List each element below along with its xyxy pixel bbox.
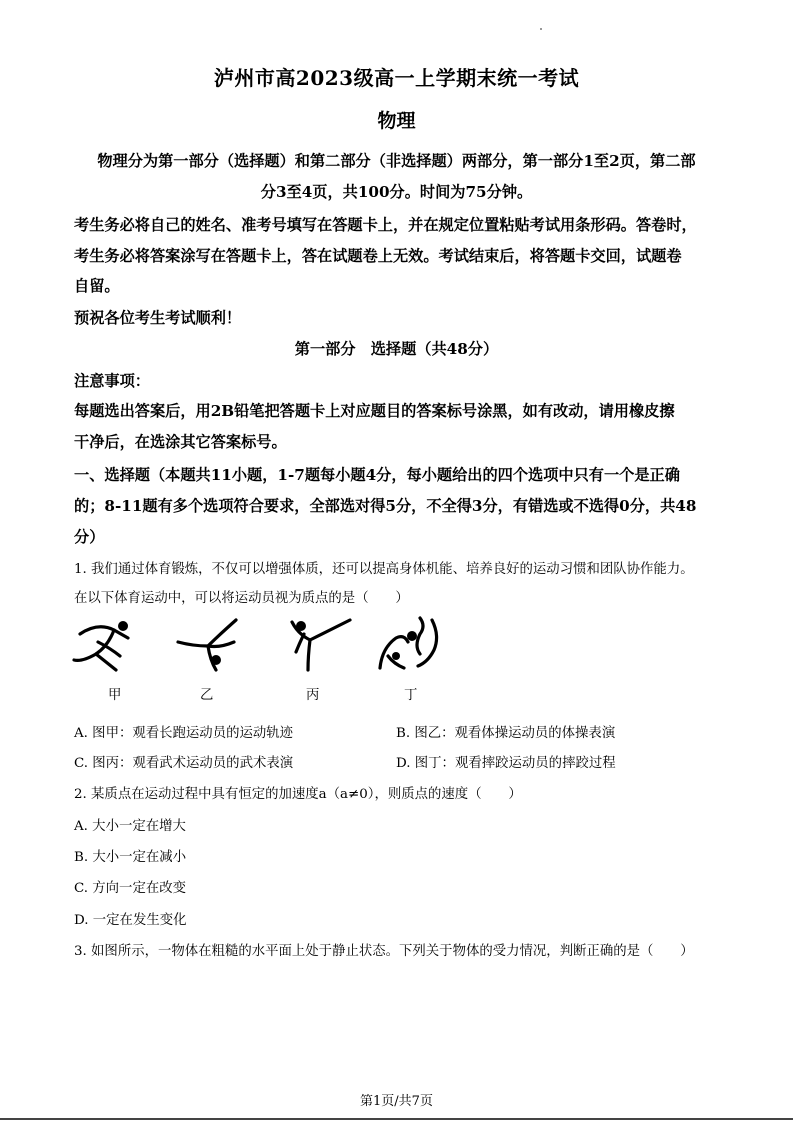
pictogram-jia-runner (74, 621, 128, 670)
q1-option-a: A. 图甲：观看长跑运动员的运动轨迹 (74, 726, 294, 741)
q2-stem: 2. 某质点在运动过程中具有恒定的加速度a（a≠0），则质点的速度（ ） (74, 787, 522, 802)
intro-line-4: 考生务必将答案涂写在答题卡上，答在试题卷上无效。考试结束后，将答题卡交回，试题卷 (74, 247, 682, 265)
notice-line-2: 干净后，在选涂其它答案标号。 (74, 433, 287, 451)
intro-line-3: 考生务必将自己的姓名、准考号填写在答题卡上，并在规定位置粘贴考试用条形码。答卷时， (74, 216, 697, 234)
q1-option-b: B. 图乙：观看体操运动员的体操表演 (396, 726, 616, 741)
q2-option-a: A. 大小一定在增大 (74, 819, 186, 834)
q1-stem-line-1: 1. 我们通过体育锻炼，不仅可以增强体质，还可以提高身体机能、培养良好的运动习惯和团队协作能力。 (74, 562, 694, 577)
part1-heading: 第一部分 选择题（共48分） (294, 340, 499, 358)
bottom-rule (0, 1118, 793, 1120)
q2-option-b: B. 大小一定在减小 (74, 850, 187, 865)
figure-label-bing: 丙 (306, 688, 320, 703)
notice-line-1: 每题选出答案后，用2B铅笔把答题卡上对应题目的答案标号涂黑，如有改动，请用橡皮擦 (74, 402, 675, 420)
exam-title: 泸州市高2023级高一上学期末统一考试 (213, 66, 580, 90)
pictogram-ding-wrestlers (380, 618, 437, 668)
scan-dot (540, 28, 542, 30)
sport-pictograms (68, 612, 458, 674)
q2-option-c: C. 方向一定在改变 (74, 881, 187, 896)
intro-line-6: 预祝各位考生考试顺利！ (74, 309, 242, 327)
q1-option-d: D. 图丁：观看摔跤运动员的摔跤过程 (396, 756, 616, 771)
pictogram-bing-martial-artist (292, 620, 350, 670)
notice-heading: 注意事项： (74, 372, 150, 390)
section1-line-3: 分） (74, 528, 105, 546)
q1-option-c: C. 图丙：观看武术运动员的武术表演 (74, 756, 294, 771)
figure-label-ding: 丁 (404, 688, 418, 703)
section1-line-1: 一、选择题（本题共11小题，1-7题每小题4分，每小题给出的四个选项中只有一个是正确 (74, 466, 680, 484)
pictogram-yi-gymnast (178, 620, 236, 670)
q3-stem: 3. 如图所示，一物体在粗糙的水平面上处于静止状态。下列关于物体的受力情况，判断正确的是（ ） (74, 944, 694, 959)
page-footer: 第1页/共7页 (360, 1094, 433, 1109)
section1-line-2: 的；8-11题有多个选项符合要求，全部选对得5分，不全得3分，有错选或不选得0分，共48 (74, 497, 697, 515)
figure-label-yi: 乙 (200, 688, 214, 703)
subject-title: 物理 (377, 110, 416, 132)
figure-label-jia: 甲 (108, 688, 122, 703)
intro-line-2: 分3至4页，共100分。时间为75分钟。 (260, 183, 533, 201)
q2-option-d: D. 一定在发生变化 (74, 913, 187, 928)
intro-line-5: 自留。 (74, 277, 120, 295)
q1-stem-line-2: 在以下体育运动中，可以将运动员视为质点的是（ ） (74, 591, 409, 606)
intro-line-1: 物理分为第一部分（选择题）和第二部分（非选择题）两部分，第一部分1至2页，第二部 (97, 152, 696, 170)
